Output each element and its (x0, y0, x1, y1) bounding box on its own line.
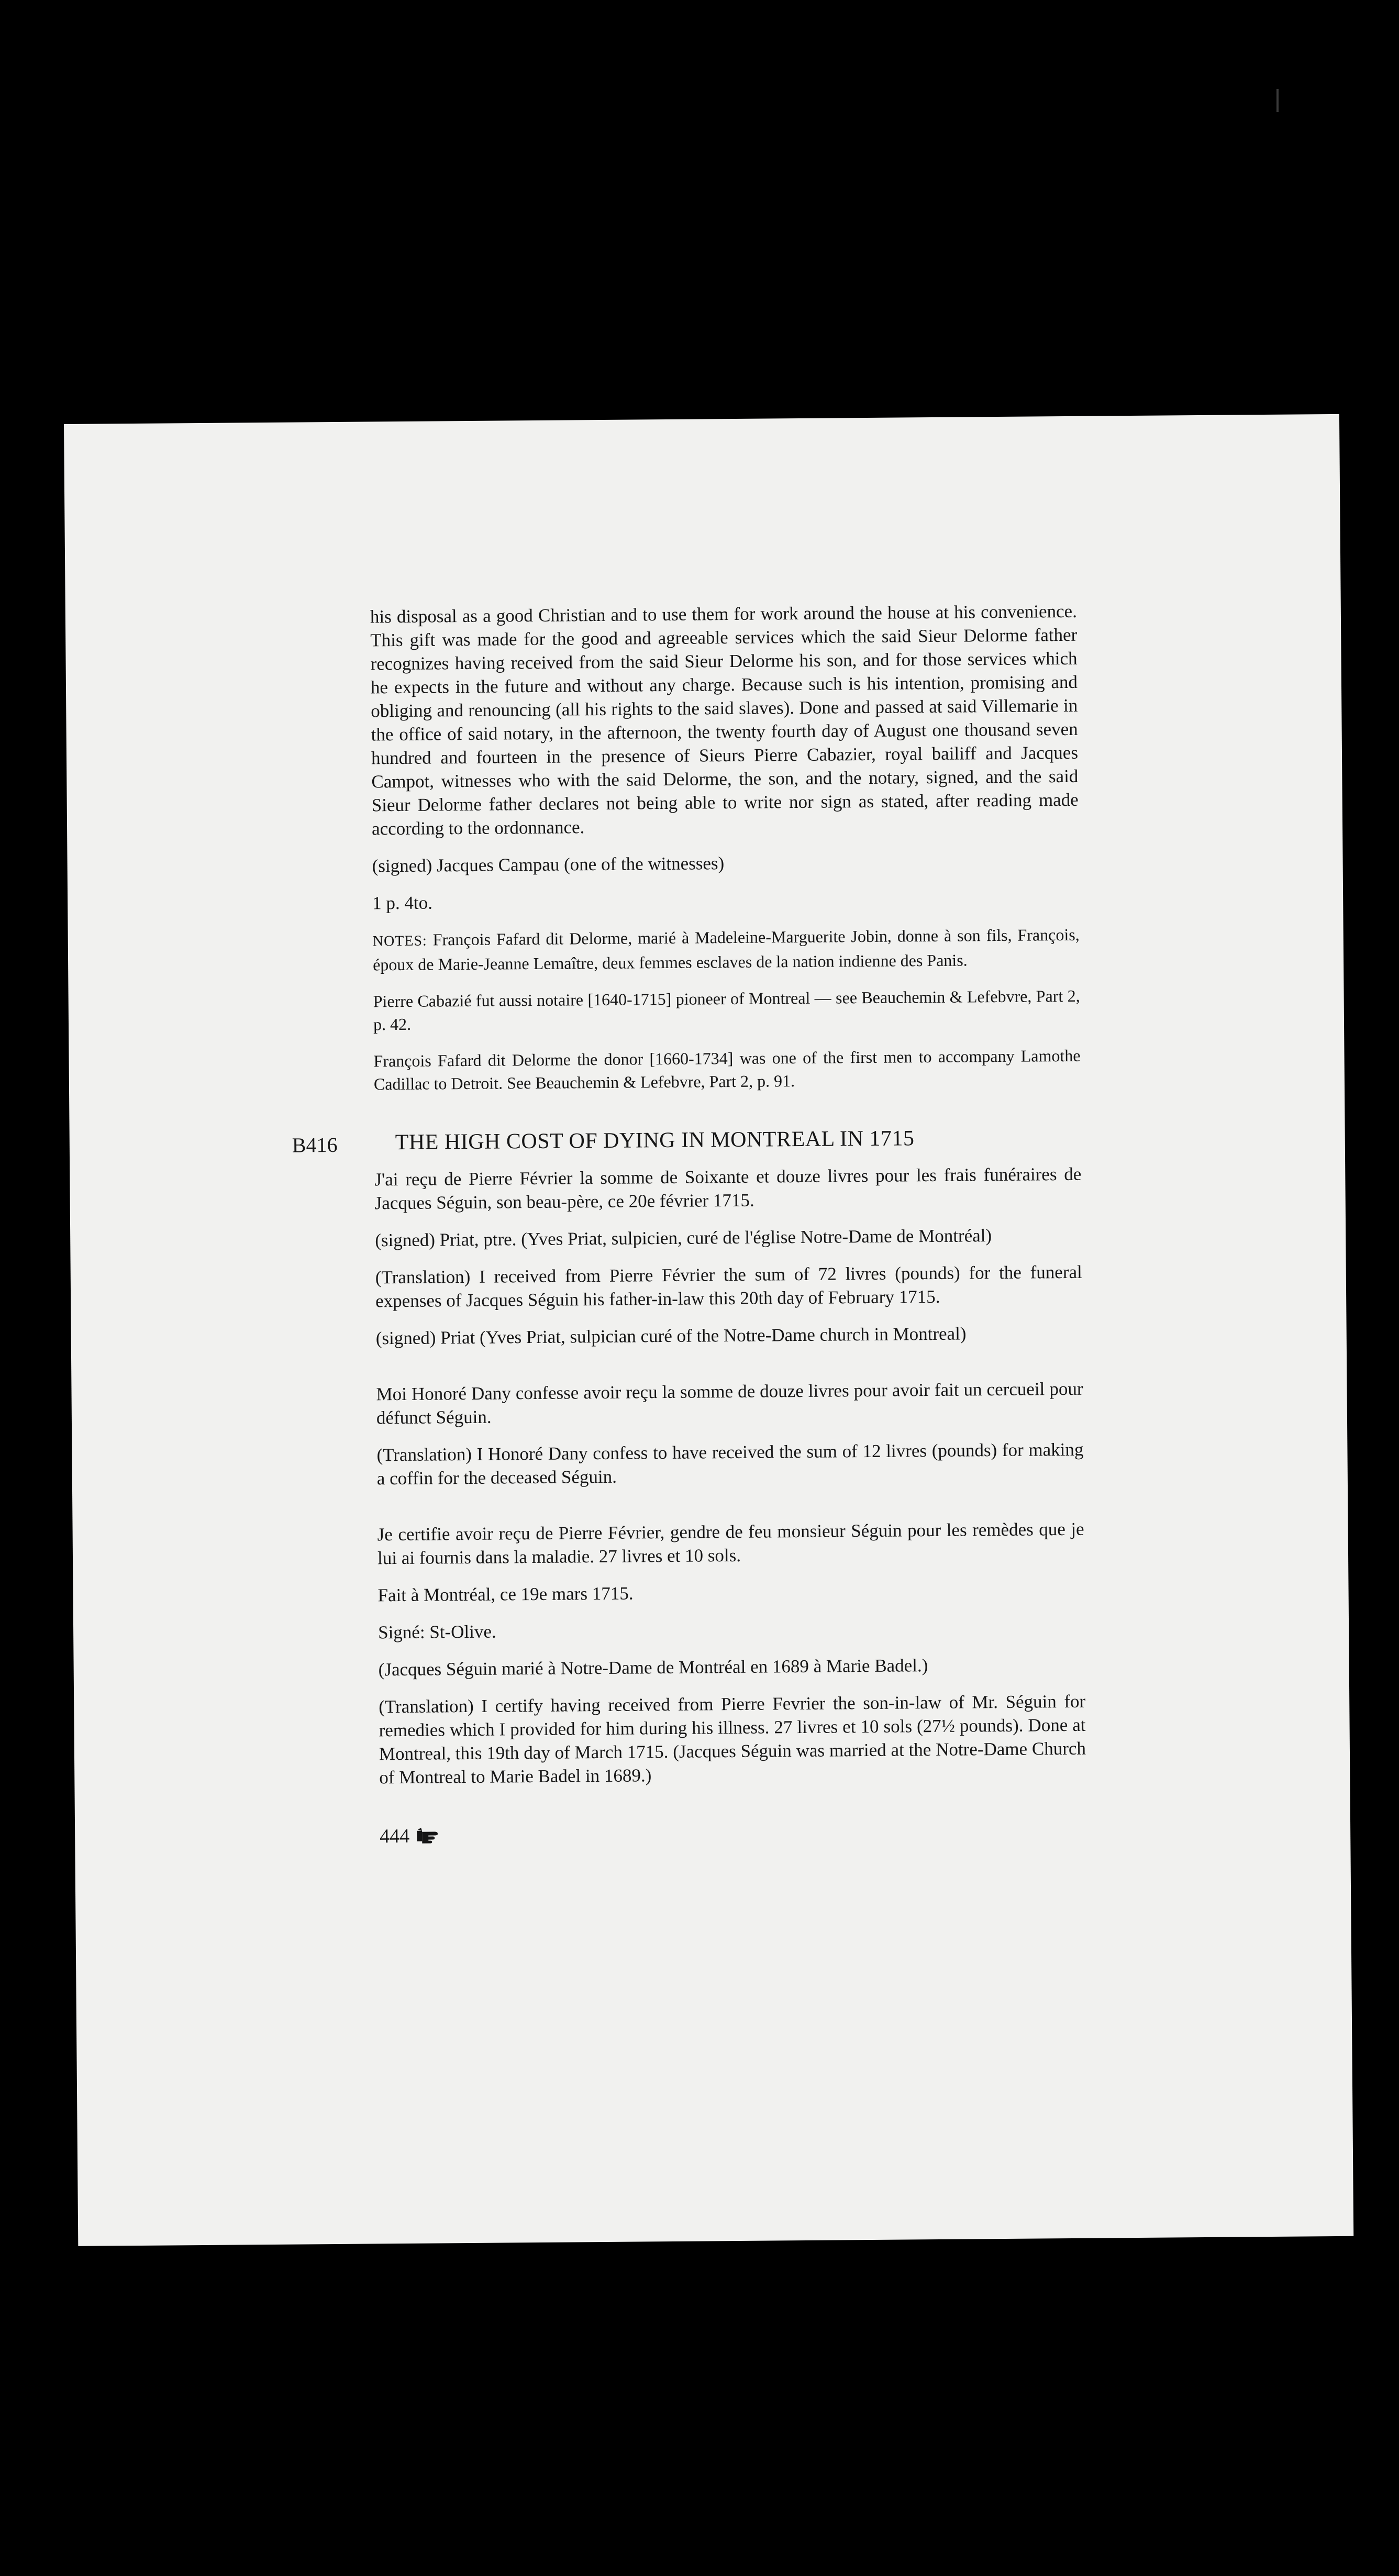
pointing-hand-icon (416, 1826, 439, 1845)
receipt-french-remedies: Je certifie avoir reçu de Pierre Février, gendre de feu monsieur Séguin pour les remèdes que je lui ai fournis dans la maladie. 27 livres et 10 sols. (377, 1518, 1084, 1569)
book-page (64, 414, 1353, 2246)
page-footer (380, 1818, 1086, 1849)
notes-text: François Fafard dit Delorme, marié à Madeleine-Marguerite Jobin, donne à son fils, François, époux de Marie-Jeanne Lemaître, deux femmes esclaves de la nation indienne des Panis. (372, 925, 1080, 974)
signature-priat-english: (signed) Priat (Yves Priat, sulpician curé of the Notre-Dame church in Montreal) (375, 1323, 967, 1349)
translation-coffin: (Translation) I Honoré Dany confess to have received the sum of 12 livres (pounds) for making a coffin for the deceased Séguin. (376, 1439, 1084, 1489)
note-delorme: François Fafard dit Delorme the donor [1660-1734] was one of the first men to accompany Lamothe Cadillac to Detroit. See Beauchemin & Lefebvre, Part 2, p. 91. (373, 1046, 1081, 1094)
translation-funeral: (Translation) I received from Pierre Février the sum of 72 livres (pounds) for the funeral expenses of Jacques Séguin his father-in-law this 20th day of February 1715. (375, 1261, 1082, 1312)
notes-paragraph (373, 923, 1080, 976)
receipt-french-coffin: Moi Honoré Dany confesse avoir reçu la somme de douze livres pour avoir fait un cercueil pour défunct Séguin. (376, 1378, 1083, 1428)
marriage-note: (Jacques Séguin marié à Notre-Dame de Montréal en 1689 à Marie Badel.) (378, 1655, 928, 1680)
place-date: Fait à Montréal, ce 19e mars 1715. (377, 1583, 634, 1606)
entry-title: THE HIGH COST OF DYING IN MONTREAL IN 1715 (395, 1126, 915, 1155)
entry-heading (292, 1124, 1081, 1157)
notes-label: NOTES: (372, 932, 427, 950)
format-note: 1 p. 4to. (372, 892, 433, 914)
scan-edge-mark (1276, 89, 1279, 112)
translation-remedies: (Translation) I certify having received from Pierre Fevrier the son-in-law of Mr. Séguin for remedies which I provided for him during his illness. 27 livres et 10 sols (27½ pounds). Done at Montreal, this 19th day of March 1715. (Jacques Séguin was married at the Notre-Dame Church of Montreal to Marie Badel in 1689.) (379, 1691, 1086, 1788)
body-paragraph: his disposal as a good Christian and to use them for work around the house at his convenience. This gift was made for the good and agreeable services which the said Sieur Delorme father recognizes having received from the said Sieur Delorme his son, and for those services which he expects in the future and without any charge. Because such is his intention, promising and obliging and renouncing (all his rights to the said slaves). Done and passed at said Villemarie in the office of said notary, in the afternoon, the twenty fourth day of August one thousand seven hundred and fourteen in the presence of Sieurs Pierre Cabazier, royal bailiff and Jacques Campot, witnesses who with the said Delorme, the son, and the notary, signed, and the said Sieur Delorme father declares not being able to write nor sign as stated, after reading made according to the ordonnance. (370, 601, 1079, 839)
receipt-french-funeral: J'ai reçu de Pierre Février la somme de Soixante et douze livres pour les frais funéraires de Jacques Séguin, son beau-père, ce 20e février 1715. (374, 1163, 1082, 1214)
note-cabazie: Pierre Cabazié fut aussi notaire [1640-1715] pioneer of Montreal — see Beauchemin & Lefebvre, Part 2, p. 42. (373, 986, 1080, 1034)
signature-st-olive: Signé: St-Olive. (377, 1621, 496, 1643)
page-content (292, 599, 1087, 1849)
signature-priat-french: (signed) Priat, ptre. (Yves Priat, sulpicien, curé de l'église Notre-Dame de Montréal) (375, 1225, 992, 1251)
witness-signature: (signed) Jacques Campau (one of the witnesses) (372, 853, 725, 876)
page-number: 444 (380, 1825, 410, 1848)
entry-id: B416 (292, 1132, 338, 1157)
